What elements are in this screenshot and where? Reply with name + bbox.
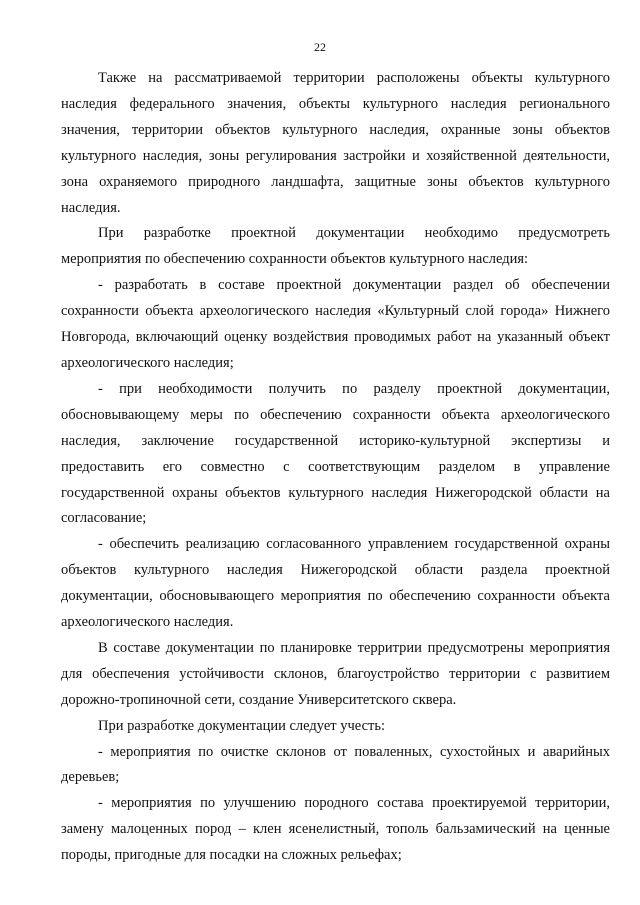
list-item-slope-cleanup: - мероприятия по очистке склонов от поваленных, сухостойных и аварийных деревьев; [61,743,610,786]
list-item-archaeology-section: - разработать в составе проектной документации раздел об обеспечении сохранности объекта археологического наследия «Культурный слой города» Нижнего Новгорода, включающий оценку воздействия проводимых работ на указанный объект археологического наследия; [61,277,610,371]
paragraph-slope-stability: В составе документации по планировке территрии предусмотрены мероприятия для обеспечения устойчивости склонов, благоустройство территории с развитием дорожно-тропиночной сети, создание Университетского сквера. [61,639,610,708]
body-text [61,66,610,869]
list-item-tree-species: - мероприятия по улучшению породного состава проектируемой территории, замену малоценных пород – клен ясенелистный, тополь бальзамический на ценные породы, пригодные для посадки на сложных рельефах; [61,795,610,864]
page-number: 22 [314,40,326,54]
list-item-implementation: - обеспечить реализацию согласованного управлением государственной охраны объектов культурного наследия Нижегородской области раздела проектной документации, обосновывающего мероприятия по обеспечению сохранности объекта археологического наследия. [61,536,610,631]
paragraph-consider: При разработке документации следует учесть: [98,717,385,734]
list-item-expert-review: - при необходимости получить по разделу проектной документации, обосновывающему меры по обеспечению сохранности объекта археологического наследия, заключение государственной историко-культурной экспертизы и предоставить его совместно с соответствующим разделом в управление государственной охраны объектов культурного наследия Нижегородской области на согласование; [61,380,610,527]
paragraph-project-measures: При разработке проектной документации необходимо предусмотреть мероприятия по обеспечению сохранности объектов культурного наследия: [61,225,610,268]
paragraph-heritage-objects: Также на рассматриваемой территории расположены объекты культурного наследия федерального значения, объекты культурного наследия регионального значения, территории объектов культурного наследия, охранные зоны объектов культурного наследия, зоны регулирования застройки и хозяйственной деятельности, зона охраняемого природного ландшафта, защитные зоны объектов культурного наследия. [61,70,610,216]
